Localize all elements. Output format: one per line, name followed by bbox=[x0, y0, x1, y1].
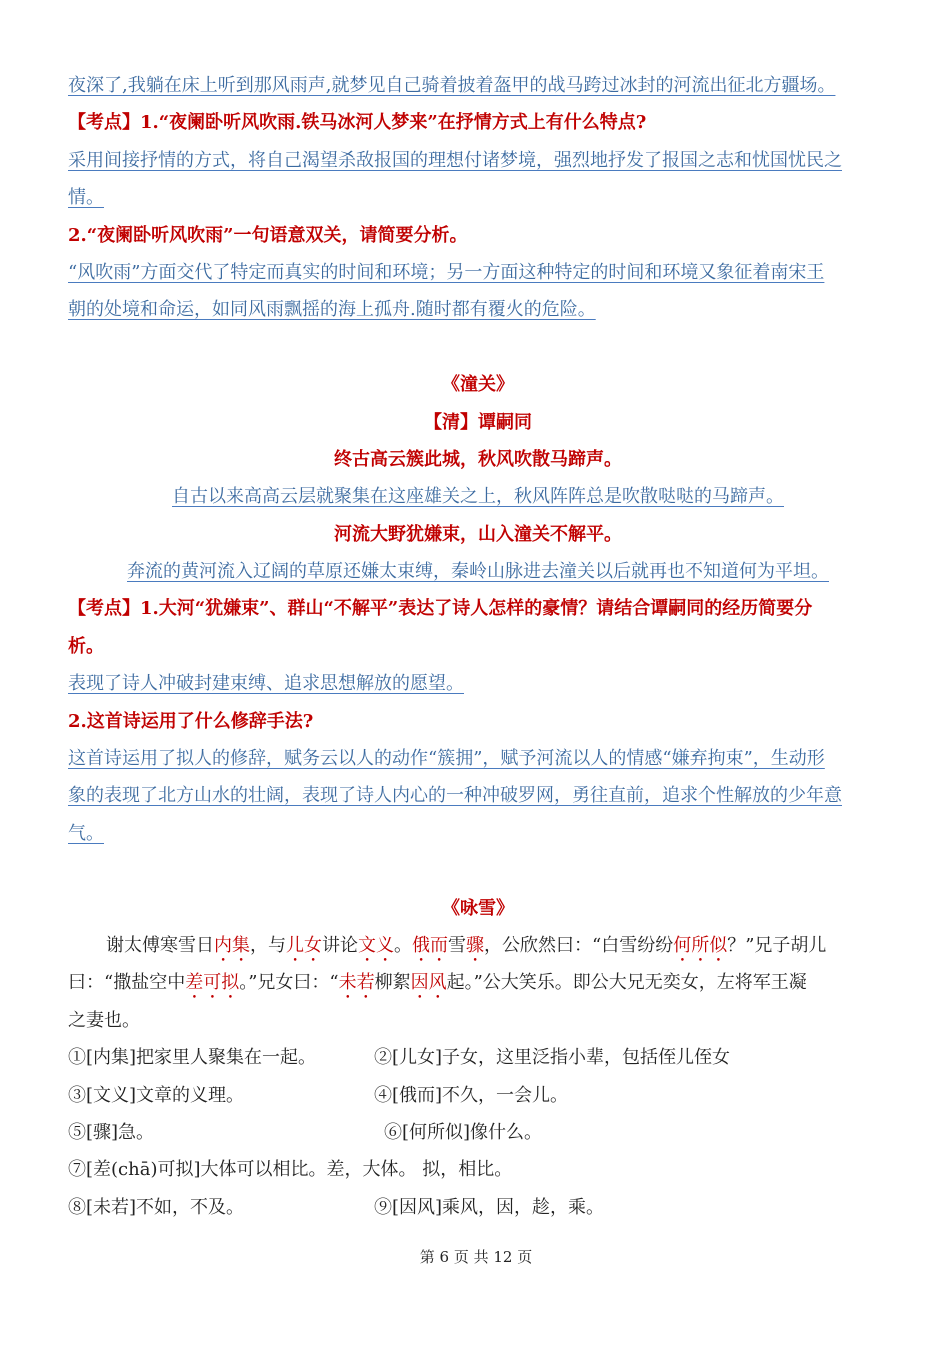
emphasized-word: 差可拟 bbox=[185, 972, 240, 994]
note-item: ⑤[骤]急。 bbox=[68, 1121, 155, 1143]
emphasized-word: 未若 bbox=[338, 972, 375, 994]
answer-text: 夜深了,我躺在床上听到那风雨声,就梦见自己骑着披着盔甲的战马跨过冰封的河流出征北方疆场。 bbox=[68, 75, 836, 96]
note-item: ②[儿女]子女，这里泛指小辈，包括侄儿侄女 bbox=[374, 1047, 731, 1069]
answer-text: 象的表现了北方山水的壮阔，表现了诗人内心的一种冲破罗网，勇往直前，追求个性解放的少年意 bbox=[68, 785, 842, 807]
answer-text: 自古以来高高云层就聚集在这座雄关之上，秋风阵阵总是吹散哒哒的马蹄声。 bbox=[172, 486, 784, 508]
verse-translation-1 bbox=[68, 478, 888, 515]
poem-verse-2: 河流大野犹嫌束，山入潼关不解平。 bbox=[334, 523, 622, 545]
answer-2-line-2 bbox=[68, 777, 888, 814]
story-line-2 bbox=[68, 964, 888, 1001]
note-row bbox=[68, 1077, 888, 1114]
emphasized-word: 文义 bbox=[358, 934, 394, 956]
poem-author: 【清】谭嗣同 bbox=[424, 411, 532, 433]
text-segment: ，与 bbox=[250, 934, 286, 956]
text-segment: 曰：“撒盐空中 bbox=[68, 972, 186, 994]
page-footer: 第 6 页 共 12 页 bbox=[419, 1248, 533, 1266]
notes-list bbox=[68, 1039, 888, 1226]
question-2: 2.这首诗运用了什么修辞手法? bbox=[68, 710, 314, 732]
note-row bbox=[68, 1114, 888, 1151]
answer-2-line-1 bbox=[68, 254, 888, 291]
note-row bbox=[68, 1189, 888, 1226]
question-1-line-1: 【考点】1.大河“犹嫌束”、群山“不解平”表达了诗人怎样的豪情？请结合谭嗣同的经历简要分 bbox=[68, 598, 813, 620]
note-row bbox=[68, 1151, 888, 1188]
document-page bbox=[68, 67, 888, 1226]
text-segment: ，公欣然曰：“白雪纷纷 bbox=[484, 934, 674, 956]
note-item: ④[俄而]不久，一会儿。 bbox=[374, 1084, 569, 1106]
text-segment: 讲论 bbox=[322, 934, 358, 956]
note-item: ③[文义]文章的义理。 bbox=[68, 1084, 245, 1106]
answer-text: 采用间接抒情的方式，将自己渴望杀敌报国的理想付诸梦境，强烈地抒发了报国之志和忧国忧民之 bbox=[68, 149, 842, 171]
answer-text: 表现了诗人冲破封建束缚、追求思想解放的愿望。 bbox=[68, 673, 464, 695]
emphasized-word: 骤 bbox=[466, 934, 484, 956]
note-item: ①[内集]把家里人聚集在一起。 bbox=[68, 1047, 317, 1069]
question-1-line-2: 析。 bbox=[68, 635, 104, 657]
emphasized-word: 俄而 bbox=[412, 934, 448, 956]
story-line-3: 之妻也。 bbox=[68, 1009, 140, 1031]
poem-title: 《潼关》 bbox=[442, 374, 514, 396]
note-item: ⑨[因风]乘风，因，趁，乘。 bbox=[374, 1196, 605, 1218]
answer-text: 这首诗运用了拟人的修辞，赋务云以人的动作“簇拥”，赋予河流以人的情感“嫌弃拘束”，生动形 bbox=[68, 748, 825, 770]
note-item: ⑥[何所似]像什么。 bbox=[384, 1121, 543, 1143]
translation-line bbox=[68, 67, 888, 104]
answer-1-line-1 bbox=[68, 142, 888, 179]
answer-text: 奔流的黄河流入辽阔的草原还嫌太束缚，秦岭山脉进去潼关以后就再也不知道何为平坦。 bbox=[127, 561, 829, 583]
emphasized-word: 内集 bbox=[214, 934, 250, 956]
question-1: 【考点】1.“夜阑卧听风吹雨.铁马冰河人梦来”在抒情方式上有什么特点? bbox=[68, 112, 647, 134]
answer-text: “风吹雨”方面交代了特定而真实的时间和环境；另一方面这种特定的时间和环境又象征着南宋王 bbox=[68, 261, 825, 283]
poem-title: 《咏雪》 bbox=[442, 897, 514, 919]
answer-text: 朝的处境和命运，如同风雨飘摇的海上孤舟.随时都有覆火的危险。 bbox=[68, 299, 596, 321]
text-segment: 谢太傅寒雪日 bbox=[106, 934, 214, 956]
text-segment: 雪 bbox=[448, 934, 466, 956]
text-segment: 起。”公大笑乐。即公大兄无奕女，左将军王凝 bbox=[446, 972, 807, 994]
story-line-1 bbox=[68, 927, 888, 964]
emphasized-word: 儿女 bbox=[286, 934, 322, 956]
text-segment: 。 bbox=[394, 934, 412, 956]
emphasized-word: 因风 bbox=[410, 972, 447, 994]
answer-text: 情。 bbox=[68, 187, 104, 209]
verse-translation-2 bbox=[68, 553, 888, 590]
poem-verse-1: 终古高云簇此城，秋风吹散马蹄声。 bbox=[334, 448, 622, 470]
answer-2-line-3 bbox=[68, 815, 888, 852]
emphasized-word: 何所似 bbox=[673, 934, 728, 956]
answer-2-line-1 bbox=[68, 740, 888, 777]
answer-1-line-2 bbox=[68, 179, 888, 216]
answer-text: 气。 bbox=[68, 822, 104, 844]
answer-1 bbox=[68, 665, 888, 702]
note-item: ⑧[未若]不如，不及。 bbox=[68, 1196, 245, 1218]
text-segment: 。”兄女曰：“ bbox=[239, 972, 339, 994]
question-2: 2.“夜阑卧听风吹雨”一句语意双关，请简要分析。 bbox=[68, 224, 468, 246]
text-segment: ？”兄子胡儿 bbox=[727, 934, 827, 956]
note-item: ⑦[差(chā)可拟]大体可以相比。差，大体。 拟，相比。 bbox=[68, 1159, 513, 1181]
note-row bbox=[68, 1039, 888, 1076]
text-segment: 柳絮 bbox=[374, 972, 411, 994]
answer-2-line-2 bbox=[68, 291, 888, 328]
